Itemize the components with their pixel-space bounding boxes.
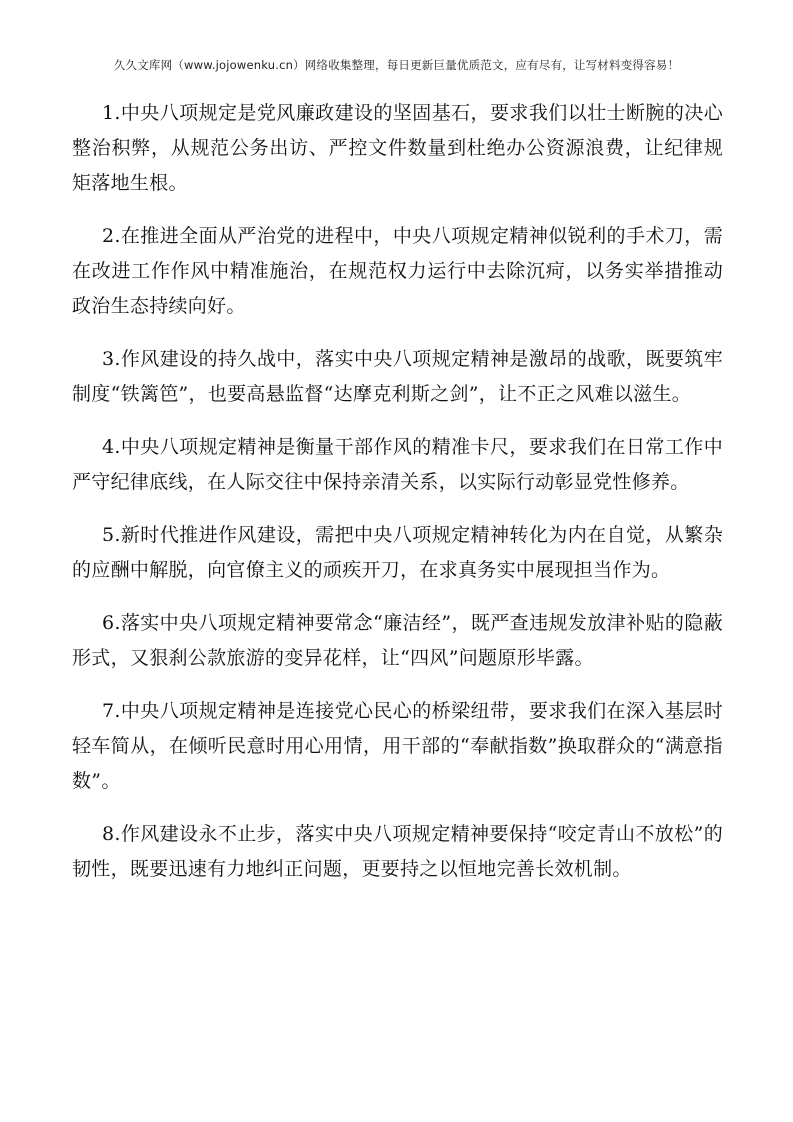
paragraph-8: 8.作风建设永不止步，落实中央八项规定精神要保持“咬定青山不放松”的韧性，既要迅速有力地纠正问题，更要持之以恒地完善长效机制。	[72, 823, 723, 880]
paragraph-7: 7.中央八项规定精神是连接党心民心的桥梁纽带，要求我们在深入基层时轻车简从，在倾听民意时用心用情，用干部的“奉献指数”换取群众的“满意指数”。	[72, 700, 723, 792]
paragraph-1: 1.中央八项规定是党风廉政建设的坚固基石，要求我们以壮士断腕的决心整治积弊，从规范公务出访、严控文件数量到杜绝办公资源浪费，让纪律规矩落地生根。	[72, 102, 723, 194]
paragraph-2: 2.在推进全面从严治党的进程中，中央八项规定精神似锐利的手术刀，需在改进工作作风中精准施治，在规范权力运行中去除沉疴，以务实举措推动政治生态持续向好。	[72, 225, 723, 317]
document-body	[72, 96, 723, 905]
paragraph-6: 6.落实中央八项规定精神要常念“廉洁经”，既严查违规发放津补贴的隐蔽形式，又狠刹公款旅游的变异花样，让“四风”问题原形毕露。	[72, 612, 723, 669]
paragraph-4: 4.中央八项规定精神是衡量干部作风的精准卡尺，要求我们在日常工作中严守纪律底线，在人际交往中保持亲清关系，以实际行动彰显党性修养。	[72, 436, 723, 493]
paragraph-3: 3.作风建设的持久战中，落实中央八项规定精神是激昂的战歌，既要筑牢制度“铁篱笆”，也要高悬监督“达摩克利斯之剑”，让不正之风难以滋生。	[72, 348, 723, 405]
page-header: 久久文库网（www.jojowenku.cn）网络收集整理，每日更新巨量优质范文，应有尽有，让写材料变得容易！	[113, 58, 680, 72]
paragraph-5: 5.新时代推进作风建设，需把中央八项规定精神转化为内在自觉，从繁杂的应酬中解脱，向官僚主义的顽疾开刀，在求真务实中展现担当作为。	[72, 524, 723, 581]
